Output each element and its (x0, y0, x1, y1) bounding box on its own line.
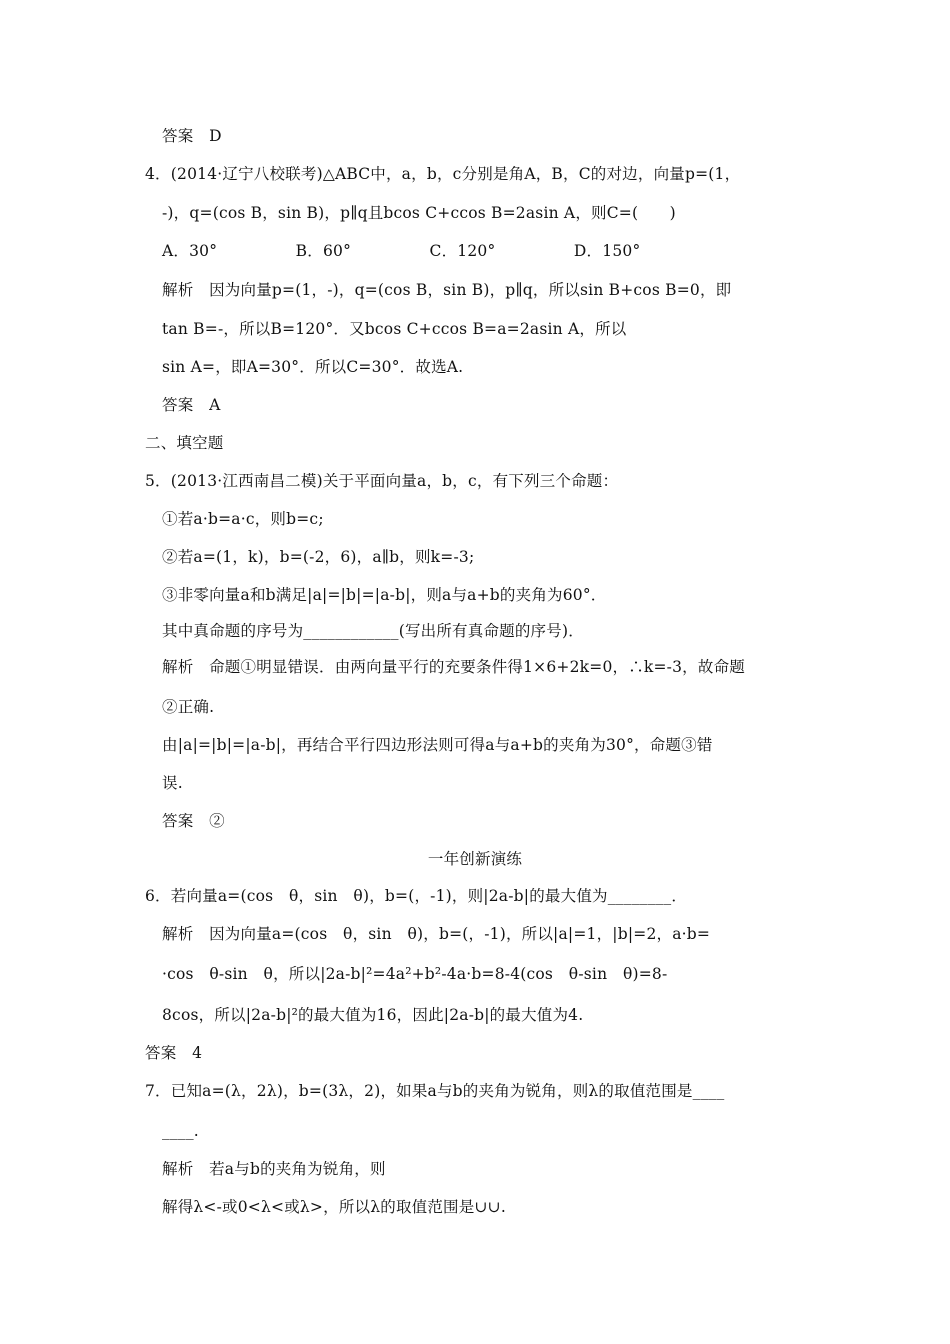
solution-5-line-2: ②正确. (162, 698, 215, 716)
proposition-2: ②若a=(1，k)，b=(-2，6)，a∥b，则k=-3; (162, 548, 475, 566)
question-4-line-1: 4．(2014·辽宁八校联考)△ABC中，a，b，c分别是角A，B，C的对边，向量p=(1， (145, 165, 741, 183)
solution-6-line-2: ·cos θ-sin θ，所以|2a-b|²=4a²+b²-4a·b=8-4(cos θ-sin θ)=8- (162, 965, 668, 983)
solution-4-line-3: sin A=，即A=30°．所以C=30°．故选A. (162, 358, 464, 376)
solution-4-line-1: 解析 因为向量p=(1，-)，q=(cos B，sin B)，p∥q，所以sin B+cos B=0，即 (162, 281, 732, 299)
solution-7-line-2: 解得λ<-或0<λ<或λ>，所以λ的取值范围是∪∪. (162, 1198, 506, 1216)
solution-5-line-3: 由|a|=|b|=|a-b|，再结合平行四边形法则可得a与a+b的夹角为30°，命题③错 (162, 736, 713, 754)
question-7-line-2: ____. (162, 1122, 199, 1140)
solution-6-line-3: 8cos，所以|2a-b|²的最大值为16，因此|2a-b|的最大值为4. (162, 1006, 584, 1024)
solution-4-line-2: tan B=-，所以B=120°．又bcos C+ccos B=a=2asin A，所以 (162, 320, 627, 338)
question-5-blank: 其中真命题的序号为____________(写出所有真命题的序号)． (162, 622, 584, 640)
answer-6: 答案 4 (145, 1044, 203, 1062)
question-7-line-1: 7．已知a=(λ，2λ)，b=(3λ，2)，如果a与b的夹角为锐角，则λ的取值范围是____ (145, 1082, 725, 1100)
answer-4: 答案 A (162, 396, 221, 414)
answer-3: 答案 D (162, 127, 222, 145)
question-4-line-2: -)，q=(cos B，sin B)，p∥q且bcos C+ccos B=2asin A，则C=( ) (162, 204, 676, 222)
proposition-3: ③非零向量a和b满足|a|=|b|=|a-b|，则a与a+b的夹角为60°． (162, 586, 607, 604)
answer-5: 答案 ② (162, 812, 225, 830)
question-4-options: A．30° B．60° C．120° D．150° (162, 242, 641, 260)
proposition-1: ①若a·b=a·c，则b=c; (162, 510, 324, 528)
solution-5-line-1: 解析 命题①明显错误．由两向量平行的充要条件得1×6+2k=0，∴k=-3，故命题 (162, 658, 745, 676)
solution-5-line-4: 误. (162, 774, 183, 792)
section-heading-fill-blank: 二、填空题 (145, 434, 224, 452)
question-5-line-1: 5．(2013·江西南昌二模)关于平面向量a，b，c，有下列三个命题： (145, 472, 619, 490)
question-6: 6．若向量a=(cos θ，sin θ)，b=(，-1)，则|2a-b|的最大值为________． (145, 887, 688, 905)
solution-6-line-1: 解析 因为向量a=(cos θ，sin θ)，b=(，-1)，所以|a|=1，|b|=2，a·b= (162, 925, 711, 943)
section-heading-innovation: 一年创新演练 (427, 850, 523, 868)
solution-7-line-1: 解析 若a与b的夹角为锐角，则 (162, 1160, 386, 1178)
